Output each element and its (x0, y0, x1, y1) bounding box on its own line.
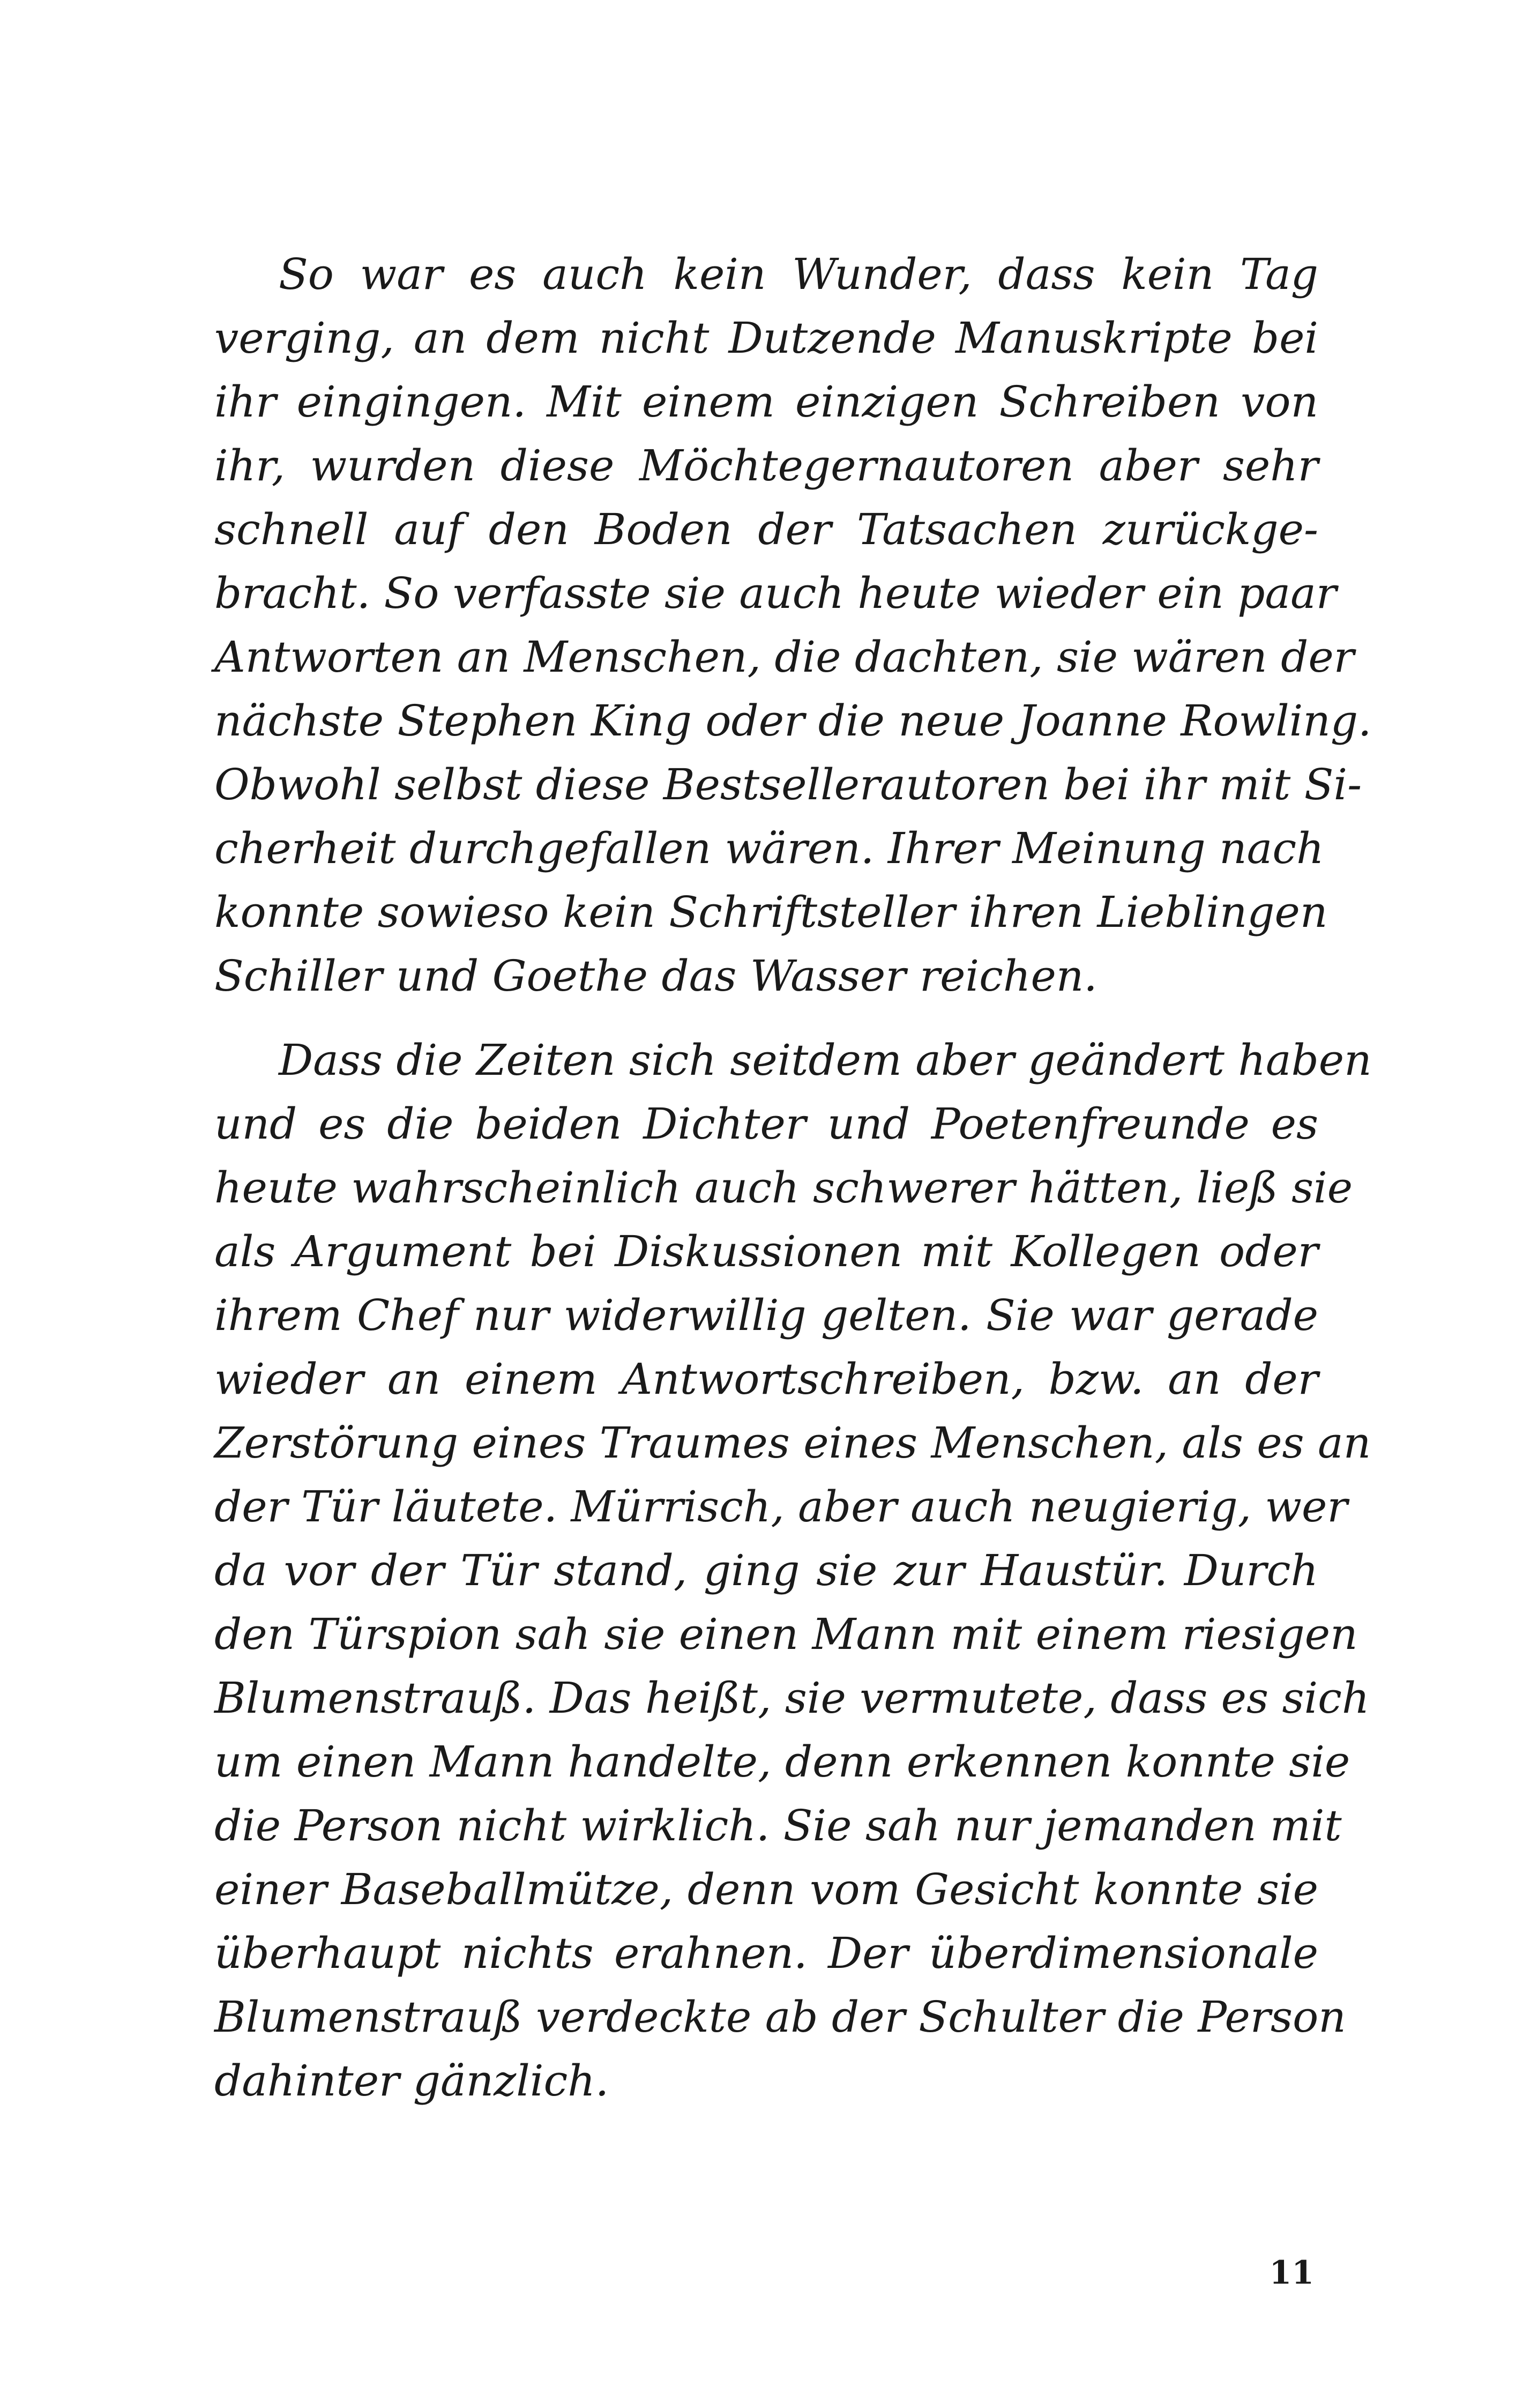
paragraph-line: schnell auf den Boden der Tatsachen zurückge- (214, 504, 1318, 554)
paragraph-line: Dass die Zeiten sich seitdem aber geändert haben (279, 1035, 1372, 1085)
paragraph-line: da vor der Tür stand, ging sie zur Haustür. Durch (214, 1545, 1318, 1595)
paragraph-line: als Argument bei Diskussionen mit Kollegen oder (214, 1227, 1318, 1276)
paragraph-line: Zerstörung eines Traumes eines Menschen, als es an (214, 1418, 1371, 1468)
paragraph-line: die Person nicht wirklich. Sie sah nur jemanden mit (214, 1801, 1342, 1850)
paragraph-line: der Tür läutete. Mürrisch, aber auch neugierig, wer (214, 1482, 1348, 1532)
paragraph-line: nächste Stephen King oder die neue Joanne Rowling. (214, 696, 1372, 746)
paragraph-line: Antworten an Menschen, die dachten, sie wären der (214, 632, 1354, 682)
paragraph-line: konnte sowieso kein Schriftsteller ihren Lieblingen (214, 887, 1328, 937)
paragraph-line: und es die beiden Dichter und Poetenfreunde es (214, 1099, 1318, 1149)
paragraph-line: den Türspion sah sie einen Mann mit einem riesigen (214, 1609, 1358, 1659)
paragraph-line: ihrem Chef nur widerwillig gelten. Sie war gerade (214, 1290, 1318, 1340)
paragraph-line: dahinter gänzlich. (214, 2056, 609, 2106)
paragraph-line: verging, an dem nicht Dutzende Manuskripte bei (214, 313, 1318, 363)
paragraph-line: um einen Mann handelte, denn erkennen konnte sie (214, 1737, 1350, 1787)
paragraph-1 (214, 242, 1372, 1008)
paragraph-line: heute wahrscheinlich auch schwerer hätten, ließ sie (214, 1163, 1353, 1213)
paragraph-line: überhaupt nichts erahnen. Der überdimensionale (214, 1928, 1318, 1978)
paragraph-line: bracht. So verfasste sie auch heute wieder ein paar (214, 568, 1337, 618)
paragraph-line: Blumenstrauß. Das heißt, sie vermutete, dass es sich (214, 1673, 1370, 1723)
paragraph-line: Blumenstrauß verdeckte ab der Schulter die Person (214, 1992, 1346, 2042)
paragraph-line: ihr, wurden diese Möchtegernautoren aber sehr (214, 441, 1318, 490)
paragraph-line: cherheit durchgefallen wären. Ihrer Meinung nach (214, 823, 1324, 873)
paragraph-line: einer Baseballmütze, denn vom Gesicht konnte sie (214, 1864, 1318, 1914)
paragraph-line: Obwohl selbst diese Bestsellerautoren bei ihr mit Si- (214, 760, 1362, 809)
paragraph-line: ihr eingingen. Mit einem einzigen Schreiben von (214, 377, 1318, 427)
paragraph-line: wieder an einem Antwortschreiben, bzw. an der (214, 1354, 1318, 1404)
page-number: 11 (1269, 2254, 1314, 2292)
paragraph-line: So war es auch kein Wunder, dass kein Tag (279, 249, 1318, 299)
paragraph-2 (214, 1028, 1372, 2113)
paragraph-line: Schiller und Goethe das Wasser reichen. (214, 951, 1098, 1001)
